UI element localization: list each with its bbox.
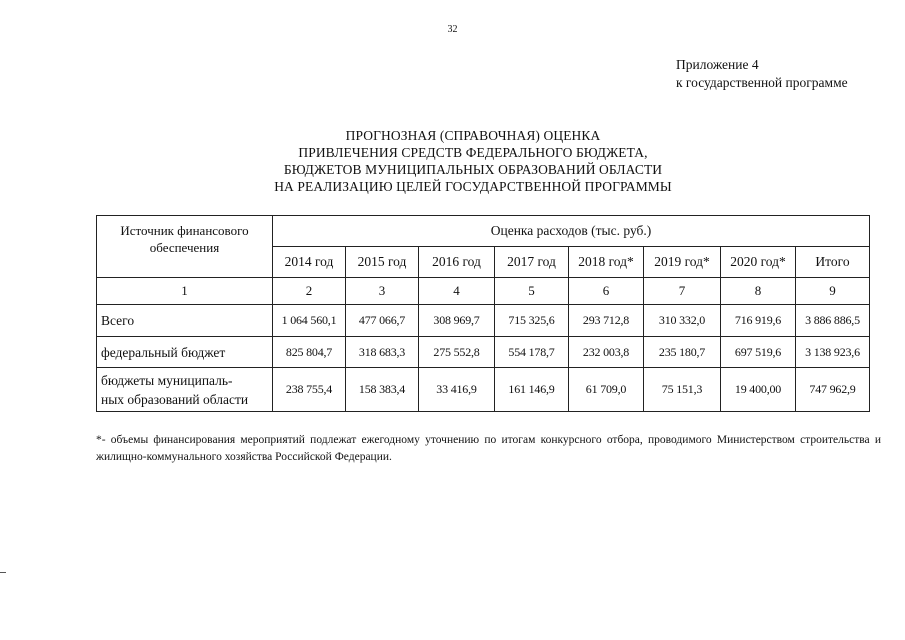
- funding-table: [96, 215, 870, 412]
- table-cell: 3 886 886,5: [796, 305, 870, 337]
- table-cell: 161 146,9: [495, 368, 569, 412]
- column-number: 1: [97, 278, 273, 305]
- table-header-row-1: [97, 216, 870, 247]
- table-cell: 232 003,8: [569, 337, 644, 368]
- year-header: 2014 год: [273, 247, 346, 278]
- column-number: 2: [273, 278, 346, 305]
- column-number: 8: [721, 278, 796, 305]
- table-cell: 697 519,6: [721, 337, 796, 368]
- table-cell: 75 151,3: [644, 368, 721, 412]
- column-number: 7: [644, 278, 721, 305]
- source-header-line-2: обеспечения: [149, 240, 220, 255]
- title-line-4: НА РЕАЛИЗАЦИЮ ЦЕЛЕЙ ГОСУДАРСТВЕННОЙ ПРОГРАММЫ: [274, 179, 672, 194]
- table-cell: 308 969,7: [419, 305, 495, 337]
- column-number: 4: [419, 278, 495, 305]
- year-header: 2019 год*: [644, 247, 721, 278]
- year-header: 2017 год: [495, 247, 569, 278]
- source-header-cell: [97, 216, 273, 278]
- table-cell: 715 325,6: [495, 305, 569, 337]
- table-cell: 33 416,9: [419, 368, 495, 412]
- page-number: 32: [447, 24, 458, 35]
- cost-estimate-header: Оценка расходов (тыс. руб.): [273, 216, 870, 247]
- appendix-note: [676, 56, 848, 92]
- document-title: [0, 127, 905, 195]
- table-cell: 1 064 560,1: [273, 305, 346, 337]
- table-cell: 19 400,00: [721, 368, 796, 412]
- table-cell: 318 683,3: [346, 337, 419, 368]
- row-label-line-1: бюджеты муниципаль-: [101, 372, 233, 388]
- table-row-federal: [97, 337, 870, 368]
- table-row-municipal: [97, 368, 870, 412]
- source-header-line-1: Источник финансового: [120, 223, 249, 238]
- table-cell: 716 919,6: [721, 305, 796, 337]
- total-header: Итого: [796, 247, 870, 278]
- table-cell: 238 755,4: [273, 368, 346, 412]
- column-number: 3: [346, 278, 419, 305]
- table-cell: 825 804,7: [273, 337, 346, 368]
- year-header: 2016 год: [419, 247, 495, 278]
- row-label-line-2: ных образований области: [101, 391, 249, 407]
- table-cell: 554 178,7: [495, 337, 569, 368]
- table-cell: 3 138 923,6: [796, 337, 870, 368]
- table-cell: 158 383,4: [346, 368, 419, 412]
- title-line-2: ПРИВЛЕЧЕНИЯ СРЕДСТВ ФЕДЕРАЛЬНОГО БЮДЖЕТА,: [298, 145, 648, 160]
- column-number: 5: [495, 278, 569, 305]
- table-cell: 293 712,8: [569, 305, 644, 337]
- row-label-municipal: [97, 368, 273, 412]
- table-cell: 275 552,8: [419, 337, 495, 368]
- column-number: 9: [796, 278, 870, 305]
- appendix-line-2: к государственной программе: [676, 75, 848, 90]
- row-label-federal: федеральный бюджет: [97, 337, 273, 368]
- year-header: 2015 год: [346, 247, 419, 278]
- table-cell: 310 332,0: [644, 305, 721, 337]
- margin-mark: [0, 572, 6, 573]
- table-cell: 747 962,9: [796, 368, 870, 412]
- table-cell: 235 180,7: [644, 337, 721, 368]
- column-number-row: [97, 278, 870, 305]
- appendix-line-1: Приложение 4: [676, 57, 759, 72]
- table-cell: 477 066,7: [346, 305, 419, 337]
- title-line-1: ПРОГНОЗНАЯ (СПРАВОЧНАЯ) ОЦЕНКА: [345, 128, 601, 143]
- title-line-3: БЮДЖЕТОВ МУНИЦИПАЛЬНЫХ ОБРАЗОВАНИЙ ОБЛАСТИ: [283, 162, 663, 177]
- table-row-total: [97, 305, 870, 337]
- year-header: 2018 год*: [569, 247, 644, 278]
- column-number: 6: [569, 278, 644, 305]
- year-header: 2020 год*: [721, 247, 796, 278]
- row-label-total: Всего: [97, 305, 273, 337]
- footnote: *- объемы финансирования мероприятий подлежат ежегодному уточнению по итогам конкурсного отбора, проводимого Министерством строительства и жилищно-коммунального хозяйства Российской Федерации.: [96, 434, 881, 463]
- table-cell: 61 709,0: [569, 368, 644, 412]
